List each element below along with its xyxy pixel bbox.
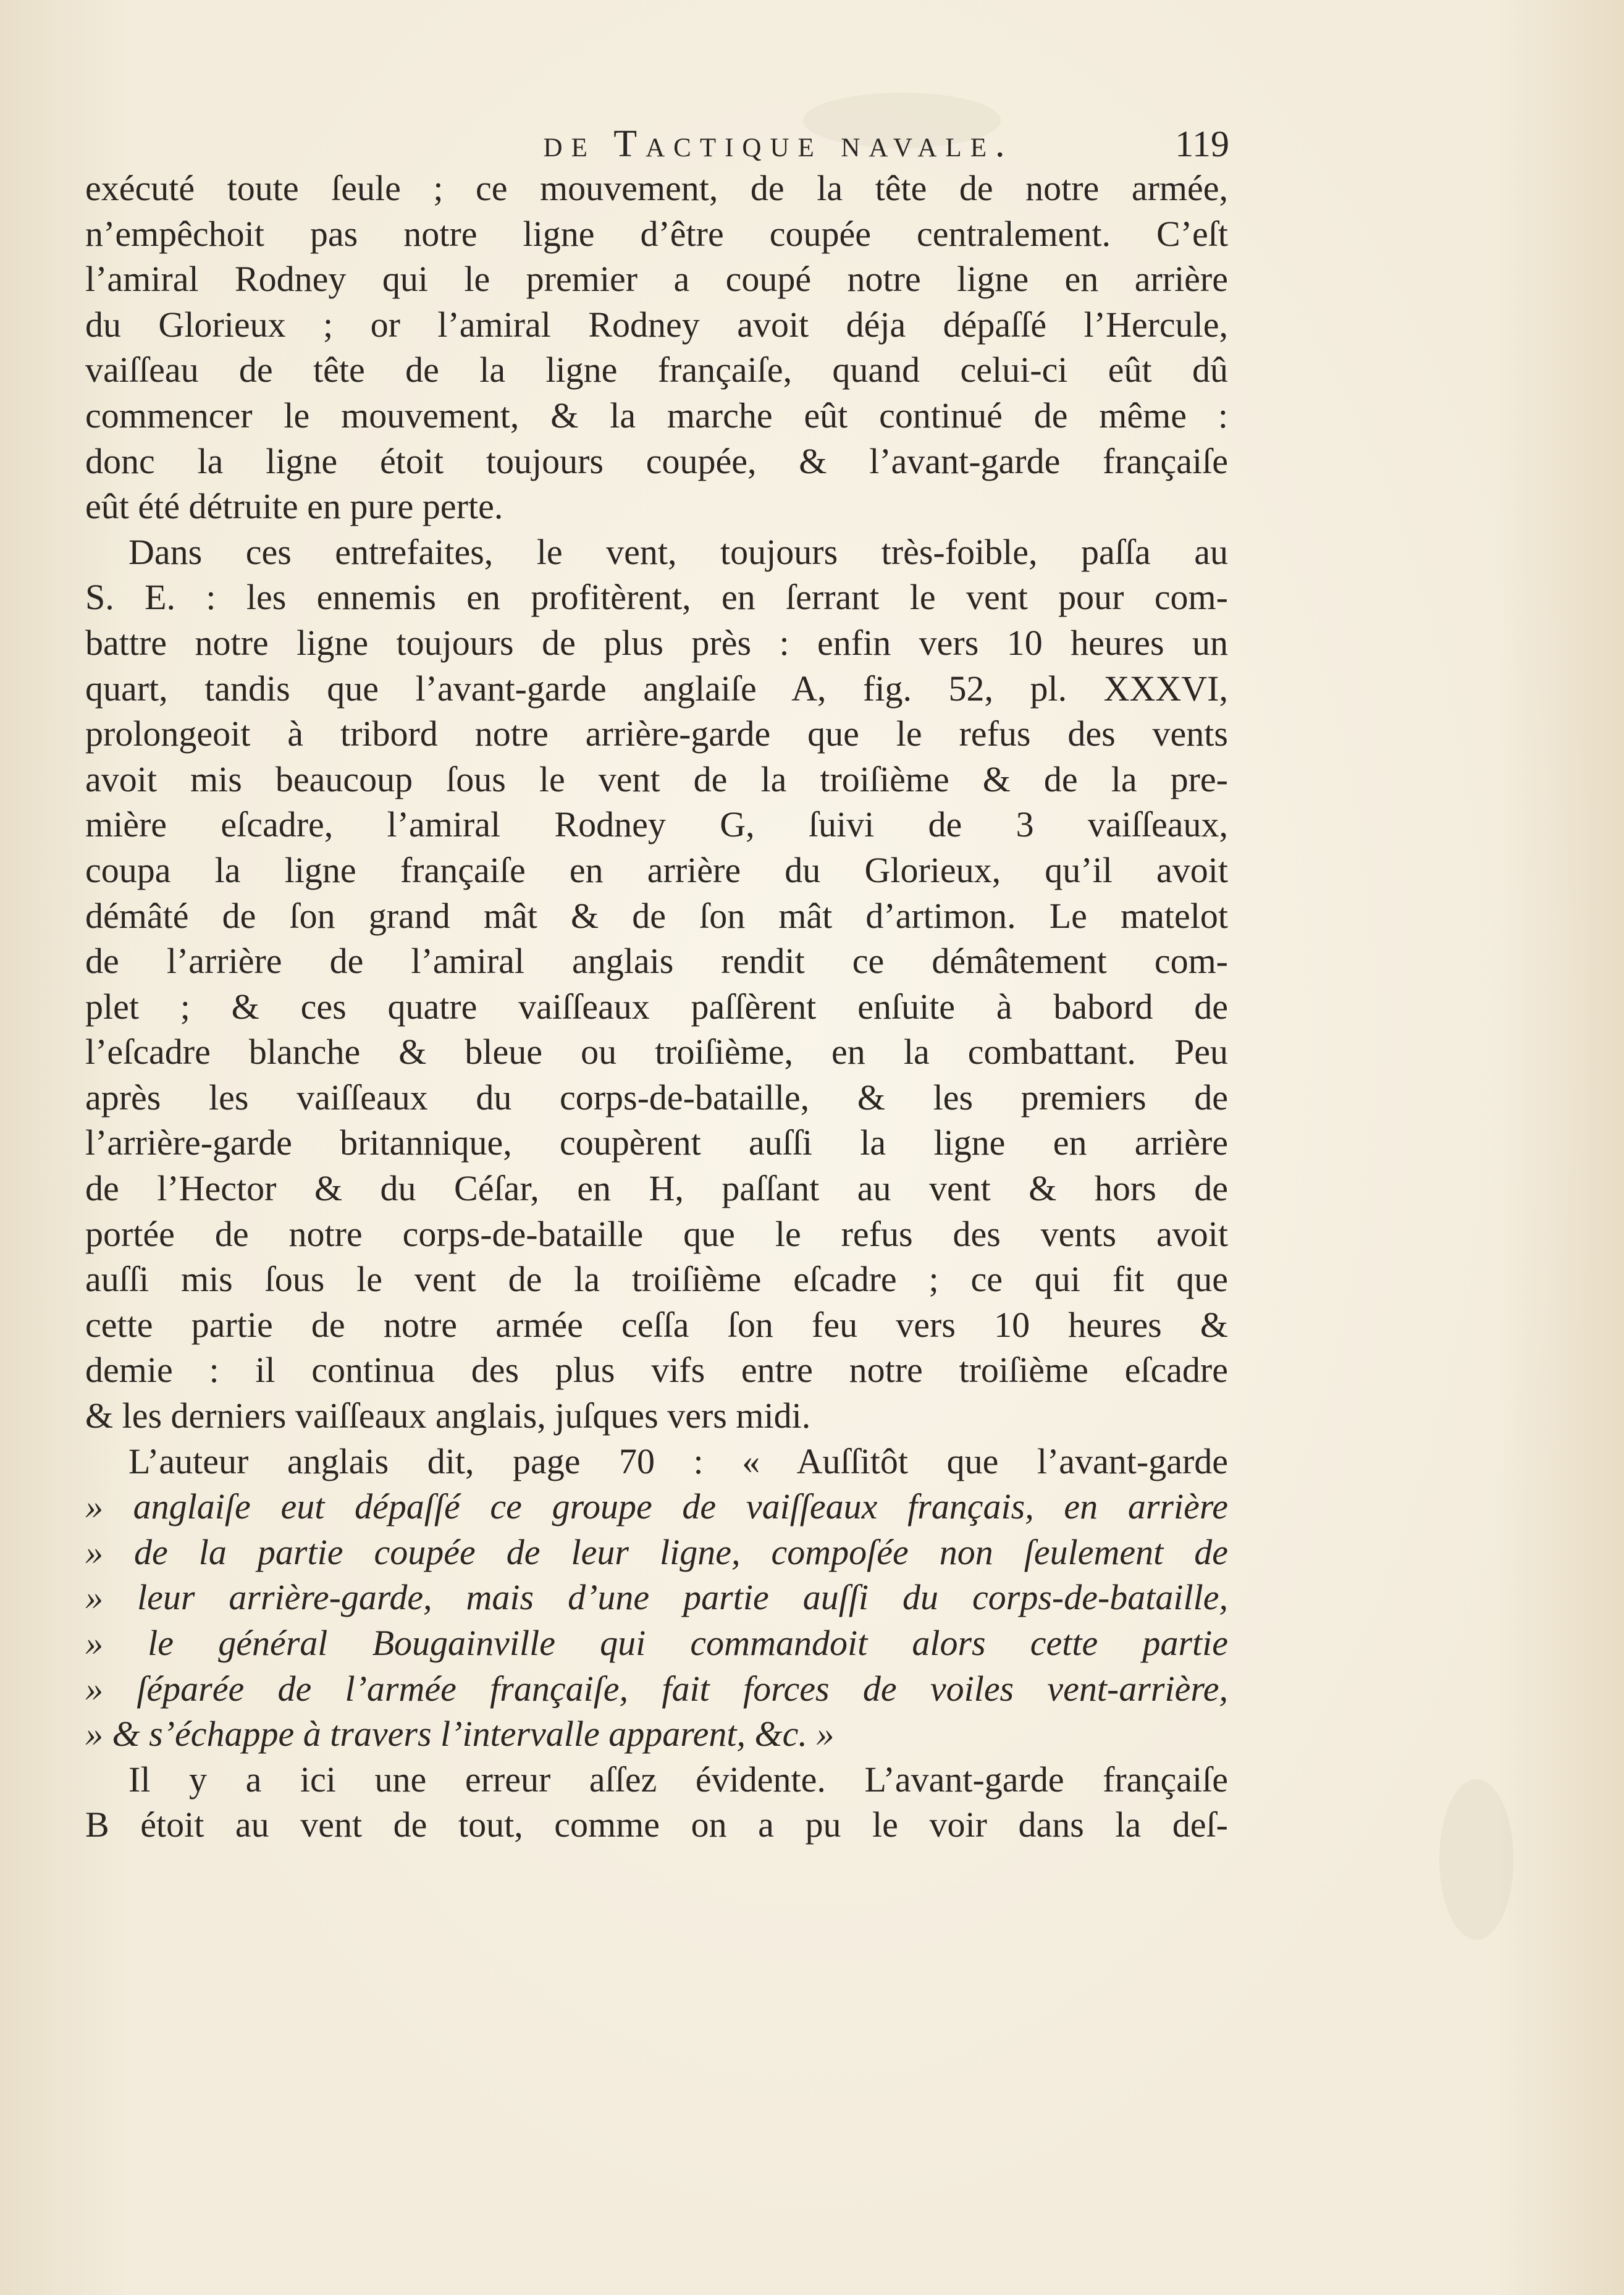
text-line: Il y a ici une erreur aſſez évidente. L’avant-garde françaiſe: [128, 1759, 1228, 1800]
text-line: Dans ces entrefaites, le vent, toujours très-foible, paſſa au: [128, 531, 1228, 572]
text-line: vaiſſeau de tête de la ligne françaiſe, quand celui-ci eût dû: [85, 350, 1228, 390]
page-number: 119: [1175, 124, 1229, 164]
text-line: L’auteur anglais dit, page 70 : « Auſſitôt que l’avant-garde: [128, 1441, 1228, 1481]
quote-line: » ſéparée de l’armée françaiſe, fait forces de voiles vent-arrière,: [85, 1668, 1228, 1709]
text-line: plet ; & ces quatre vaiſſeaux paſſèrent enſuite à babord de: [85, 986, 1228, 1027]
text-line: quart, tandis que l’avant-garde anglaiſe A, fig. 52, pl. XXXVI,: [85, 668, 1228, 709]
text-line: coupa la ligne françaiſe en arrière du Glorieux, qu’il avoit: [85, 849, 1228, 890]
text-line: B étoit au vent de tout, comme on a pu le voir dans la deſ-: [85, 1804, 1228, 1845]
text-line: du Glorieux ; or l’amiral Rodney avoit déja dépaſſé l’Hercule,: [85, 304, 1228, 345]
text-line: eût été détruite en pure perte.: [85, 486, 503, 527]
text-line: avoit mis beaucoup ſous le vent de la troiſième & de la pre-: [85, 759, 1228, 799]
text-line: de l’arrière de l’amiral anglais rendit ce démâtement com-: [85, 941, 1228, 982]
quote-line: » de la partie coupée de leur ligne, compoſée non ſeulement de: [85, 1531, 1228, 1572]
text-line: battre notre ligne toujours de plus près : enfin vers 10 heures un: [85, 622, 1228, 663]
text-line: & les derniers vaiſſeaux anglais, juſques vers midi.: [85, 1396, 811, 1436]
quote-line: » leur arrière-garde, mais d’une partie auſſi du corps-de-bataille,: [85, 1577, 1228, 1618]
quote-line: » anglaiſe eut dépaſſé ce groupe de vaiſſeaux français, en arrière: [85, 1486, 1228, 1527]
text-line: cette partie de notre armée ceſſa ſon feu vers 10 heures &: [85, 1304, 1228, 1345]
running-title: de Tactique navale.: [543, 123, 1014, 165]
text-line: exécuté toute ſeule ; ce mouvement, de la tête de notre armée,: [85, 168, 1228, 208]
text-line: auſſi mis ſous le vent de la troiſième eſcadre ; ce qui fit que: [85, 1259, 1228, 1300]
text-line: prolongeoit à tribord notre arrière-garde que le refus des vents: [85, 714, 1228, 754]
text-line: donc la ligne étoit toujours coupée, & l’avant-garde françaiſe: [85, 440, 1228, 481]
quote-line: » le général Bougainville qui commandoit alors cette partie: [85, 1623, 1228, 1663]
text-line: mière eſcadre, l’amiral Rodney G, ſuivi de 3 vaiſſeaux,: [85, 804, 1228, 845]
text-line: n’empêchoit pas notre ligne d’être coupée centralement. C’eſt: [85, 213, 1228, 254]
text-line: portée de notre corps-de-bataille que le refus des vents avoit: [85, 1213, 1228, 1254]
paper-stain: [1439, 1779, 1513, 1940]
text-line: l’amiral Rodney qui le premier a coupé notre ligne en arrière: [85, 259, 1228, 300]
text-line: l’eſcadre blanche & bleue ou troiſième, en la combattant. Peu: [85, 1032, 1228, 1072]
text-line: commencer le mouvement, & la marche eût continué de même :: [85, 395, 1228, 436]
text-line: l’arrière-garde britannique, coupèrent auſſi la ligne en arrière: [85, 1122, 1228, 1163]
quote-line: » & s’échappe à travers l’intervalle apparent, &c. »: [85, 1714, 835, 1754]
text-line: de l’Hector & du Céſar, en H, paſſant au vent & hors de: [85, 1168, 1228, 1209]
text-line: démâté de ſon grand mât & de ſon mât d’artimon. Le matelot: [85, 895, 1228, 936]
text-line: S. E. : les ennemis en profitèrent, en ſerrant le vent pour com-: [85, 577, 1228, 618]
body-text: [85, 166, 1228, 1848]
text-line: après les vaiſſeaux du corps-de-bataille, & les premiers de: [85, 1077, 1228, 1118]
text-line: demie : il continua des plus vifs entre notre troiſième eſcadre: [85, 1350, 1228, 1391]
